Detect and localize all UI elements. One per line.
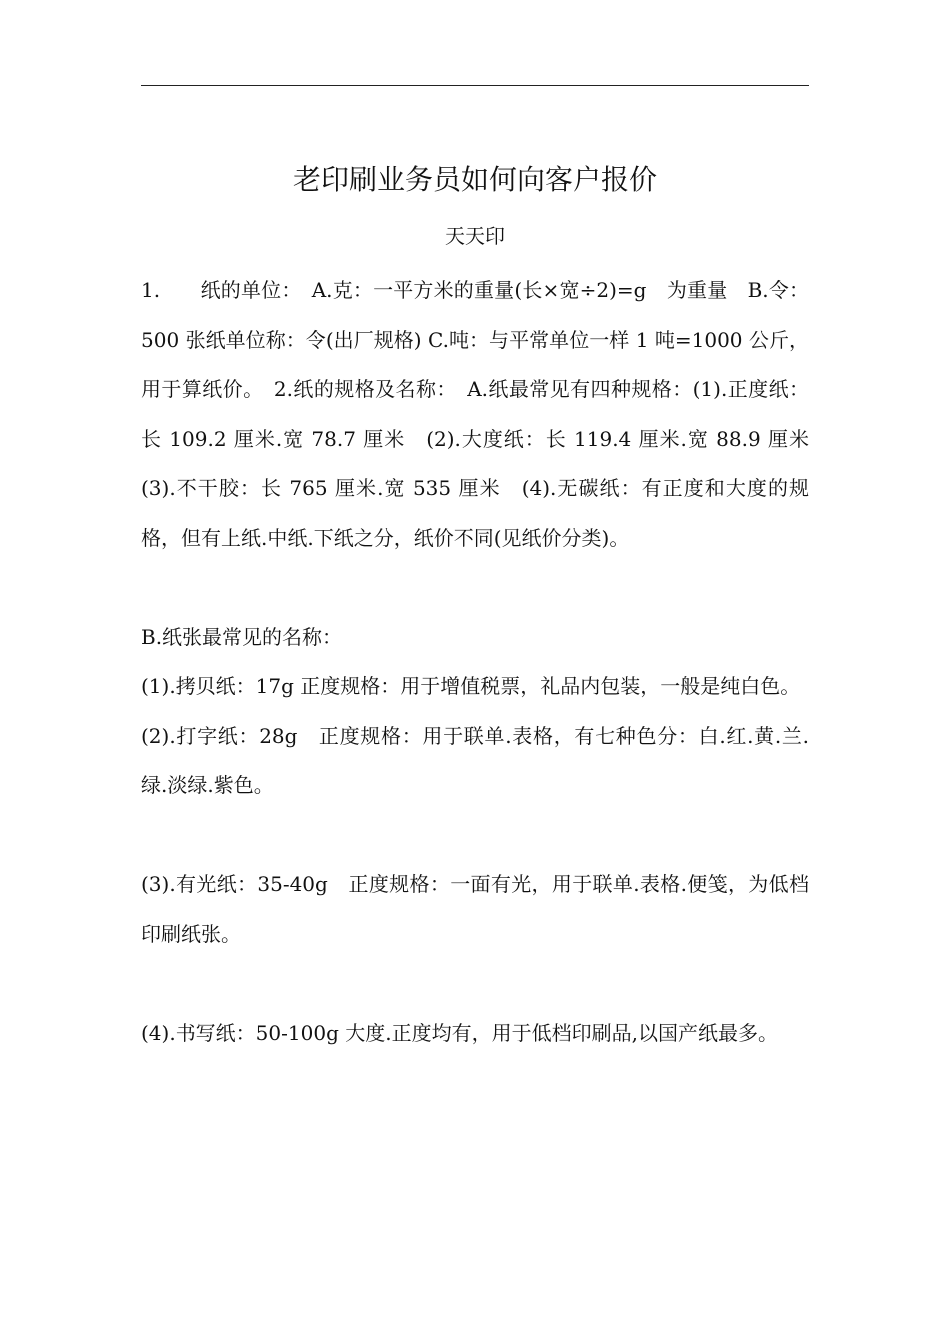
- section-b-heading: B.纸张最常见的名称：: [141, 624, 343, 649]
- document-body: [141, 266, 829, 1058]
- document-author: 天天印: [445, 224, 505, 248]
- paragraph-spacer: [141, 811, 809, 861]
- paper-item-glossy: (3).有光纸：35-40g 正度规格：一面有光，用于联单.表格.便笺，为低档印刷纸张。: [141, 872, 809, 946]
- paragraph-spacer: [141, 563, 809, 613]
- paper-item-typing: (2).打字纸：28g 正度规格：用于联单.表格，有七种色分：白.红.黄.兰.绿.淡绿.紫色。: [141, 723, 809, 797]
- paper-item-writing: (4).书写纸：50-100g 大度.正度均有，用于低档印刷品,以国产纸最多。: [141, 1020, 778, 1045]
- intro-paragraph: 1. 纸的单位： A.克：一平方米的重量(长×宽÷2)=g 为重量 B.令：500 张纸单位称：令(出厂规格) C.吨：与平常单位一样 1 吨=1000 公斤，用于算纸价。 2.纸的规格及名称： A.纸最常见有四种规格：(1).正度纸：长 109.2 厘米.宽 78.7 厘米 (2).大度纸：长 119.4 厘米.宽 88.9 厘米 (3).不干胶：长 765 厘米.宽 535 厘米 (4).无碳纸：有正度和大度的规格，但有上纸.中纸.下纸之分，纸价不同(见纸价分类)。: [141, 278, 829, 550]
- document-title: 老印刷业务员如何向客户报价: [292, 163, 657, 196]
- paper-item-copy: (1).拷贝纸：17g 正度规格：用于增值税票，礼品内包装，一般是纯白色。: [141, 674, 801, 698]
- paragraph-spacer: [141, 959, 809, 1009]
- header-rule: [141, 85, 809, 86]
